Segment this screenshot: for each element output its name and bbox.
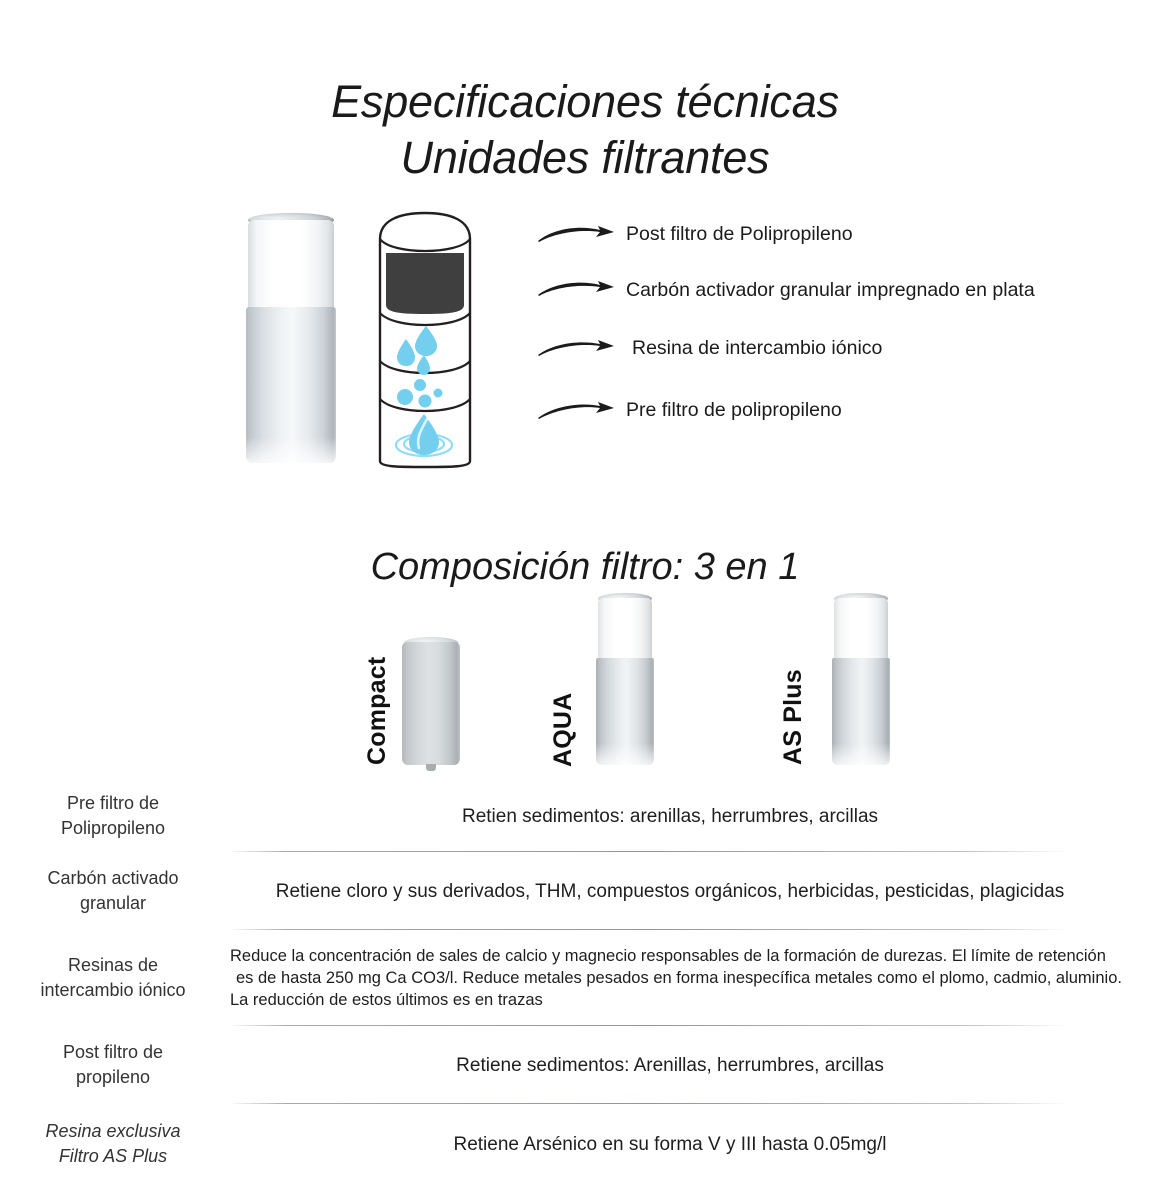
row-label-line-1: Carbón activado [47,868,179,888]
product-as-plus[interactable] [779,575,916,775]
callout-label: Post filtro de Polipropileno [626,223,853,245]
cartridge-white-shell [834,598,888,660]
curved-arrow-icon [536,275,620,305]
callout-activated-carbon [536,273,1035,307]
row-description [230,945,1170,1011]
cartridge-gray-body [246,307,336,463]
cartridge-white-shell [248,220,334,310]
product-label-as-plus: AS Plus [779,669,807,765]
row-description-line-3: La reducción de estos últimos es en trazas [230,991,543,1009]
cartridge-as-plus-image [832,593,890,765]
filter-cutaway-schematic [372,209,478,471]
table-row [0,852,1170,930]
product-label-aqua: AQUA [549,692,577,767]
callout-label: Pre filtro de polipropileno [626,399,842,421]
row-label-line-2: propileno [75,1067,151,1087]
row-label-line-2: granular [79,893,147,913]
callout-label: Carbón activador granular impregnado en plata [626,279,1035,301]
row-description-line-1: Reduce la concentración de sales de calcio y magnecio responsables de la formación de durezas. El límite de retención [230,947,1106,965]
section-title: Composición filtro: 3 en 1 [370,545,800,588]
specification-table [0,780,1170,1184]
layer-carbon-block [386,253,464,314]
page-title-line-1: Especificaciones técnicas [331,76,839,128]
cartridge-foot [426,764,436,771]
page-title-line-2: Unidades filtrantes [400,132,770,184]
product-label-compact: Compact [363,656,391,765]
cartridge-white-shell [598,598,652,660]
row-label-line-1: Resinas de [67,955,159,975]
callout-ion-resin [536,331,882,365]
table-row [0,1026,1170,1104]
row-label-activated-carbon [0,866,230,916]
cartridge-gray-body [596,658,654,765]
row-label-line-2: Filtro AS Plus [58,1146,168,1166]
table-row [0,930,1170,1026]
row-description: Retiene sedimentos: Arenillas, herrumbres, arcillas [456,1054,884,1076]
row-description: Retiene cloro y sus derivados, THM, compuestos orgánicos, herbicidas, pesticidas, plagicidas [275,880,1065,902]
cartridge-compact-image [402,637,460,767]
row-label-line-1: Post filtro de [62,1042,164,1062]
curved-arrow-icon [536,333,620,363]
row-description-line-2: es de hasta 250 mg Ca CO3/l. Reduce metales pesados en forma inespecífica metales como el plomo, cadmio, aluminio. [236,969,1122,987]
filter-cartridge-photo [245,213,337,463]
product-compact[interactable] [363,575,490,775]
row-label-line-1: Pre filtro de [66,793,160,813]
table-row [0,1104,1170,1184]
row-label-line-2: Polipropileno [60,818,166,838]
cartridge-aqua-image [596,593,654,765]
row-label-ion-exchange-resins [0,953,230,1003]
curved-arrow-icon [536,395,620,425]
product-aqua[interactable] [549,575,676,775]
row-label-line-2: intercambio iónico [40,980,186,1000]
row-description: Retiene Arsénico en su forma V y III hasta 0.05mg/l [453,1133,887,1155]
curved-arrow-icon [536,219,620,249]
table-row [0,780,1170,852]
product-lineup [0,575,1170,775]
callout-pre-filter [536,393,842,427]
cartridge-gray-body [402,642,460,765]
cartridge-gray-body [832,658,890,765]
row-description: Retien sedimentos: arenillas, herrumbres, arcillas [461,805,879,827]
callout-post-filter [536,217,853,251]
row-label-exclusive-resin [0,1119,230,1169]
filter-diagram [0,195,1170,495]
callout-label: Resina de intercambio iónico [632,337,883,359]
row-label-post-filter [0,1040,230,1090]
page-title [0,74,1170,186]
row-label-pre-filter [0,791,230,841]
row-label-line-1: Resina exclusiva [45,1121,181,1141]
